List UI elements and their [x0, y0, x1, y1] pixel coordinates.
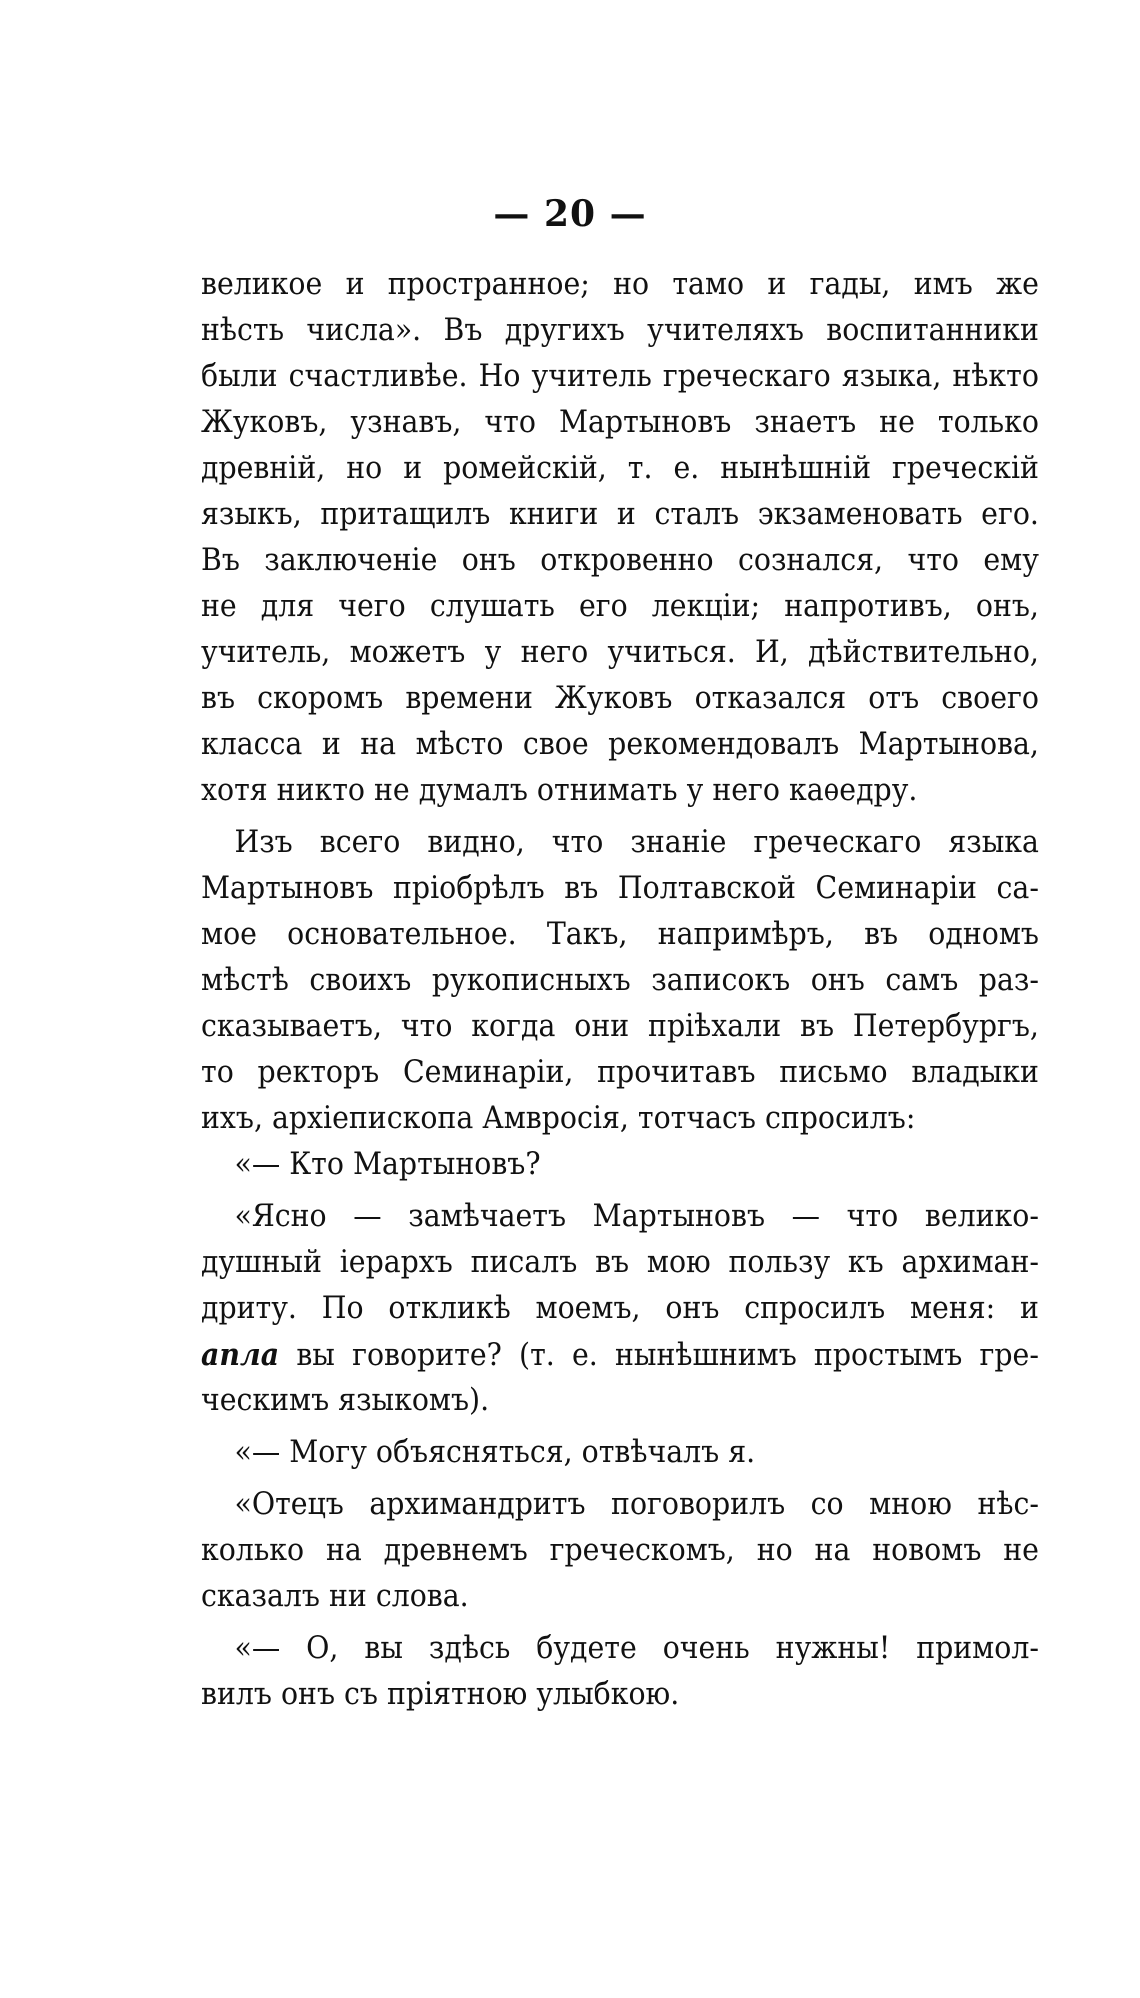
page-number: — 20 — [493, 193, 647, 235]
text-line: «— О, вы здѣсь будете очень нужны! примол- [234, 1631, 1039, 1666]
text-line: «— Кто Мартыновъ? [234, 1147, 541, 1182]
text-line: въ скоромъ времени Жуковъ отказался отъ своего [201, 681, 1039, 716]
text-line: «Отецъ архимандритъ поговорилъ со мною нѣс- [234, 1487, 1039, 1522]
text-line: языкъ, притащилъ книги и сталъ экзаменовать его. [201, 497, 1039, 532]
text-line: были счастливѣе. Но учитель греческаго языка, нѣкто [201, 359, 1039, 394]
text-line: мое основательное. Такъ, напримѣръ, въ одномъ [201, 917, 1039, 952]
text-line: Въ заключеніе онъ откровенно сознался, что ему [201, 543, 1039, 578]
text-line: великое и пространное; но тамо и гады, имъ же [201, 267, 1039, 302]
text-line: древній, но и ромейскій, т. е. нынѣшній греческій [201, 451, 1039, 486]
text-line-rest: вы говорите? (т. е. нынѣшнимъ простымъ гре- [279, 1338, 1039, 1373]
text-line: не для чего слушать его лекціи; напротивъ, онъ, [201, 589, 1039, 624]
text-line: Мартыновъ пріобрѣлъ въ Полтавской Семинаріи са- [201, 871, 1039, 906]
text-line: учитель, можетъ у него учиться. И, дѣйствительно, [201, 635, 1039, 670]
text-line: сказываетъ, что когда они пріѣхали въ Петербургъ, [201, 1009, 1039, 1044]
text-line: ческимъ языкомъ). [201, 1383, 490, 1418]
body-text [201, 262, 1039, 1718]
text-line: нѣсть числа». Въ другихъ учителяхъ воспитанники [201, 313, 1039, 348]
text-line: вилъ онъ съ пріятною улыбкою. [201, 1677, 680, 1712]
italic-word: апла [201, 1337, 280, 1373]
text-line: душный іерархъ писалъ въ мою пользу къ архиман- [201, 1245, 1039, 1280]
text-line: ихъ, архіепископа Амвросія, тотчасъ спросилъ: [201, 1101, 916, 1136]
text-line: мѣстѣ своихъ рукописныхъ записокъ онъ самъ раз- [201, 963, 1039, 998]
text-line: «Ясно — замѣчаетъ Мартыновъ — что велико- [234, 1199, 1039, 1234]
text-line: то ректоръ Семинаріи, прочитавъ письмо владыки [201, 1055, 1039, 1090]
text-line: дриту. По откликѣ моемъ, онъ спросилъ меня: и [201, 1291, 1039, 1326]
text-line: Жуковъ, узнавъ, что Мартыновъ знаетъ не только [201, 405, 1039, 440]
text-line: класса и на мѣсто свое рекомендовалъ Мартынова, [201, 727, 1039, 762]
text-line: хотя никто не думалъ отнимать у него каѳедру. [201, 773, 918, 808]
text-line: колько на древнемъ греческомъ, но на новомъ не [201, 1533, 1039, 1568]
text-line: «— Могу объясняться, отвѣчалъ я. [234, 1435, 756, 1470]
text-line: Изъ всего видно, что знаніе греческаго языка [234, 825, 1039, 860]
text-line-with-italic [201, 1332, 1039, 1378]
text-line: сказалъ ни слова. [201, 1579, 469, 1614]
